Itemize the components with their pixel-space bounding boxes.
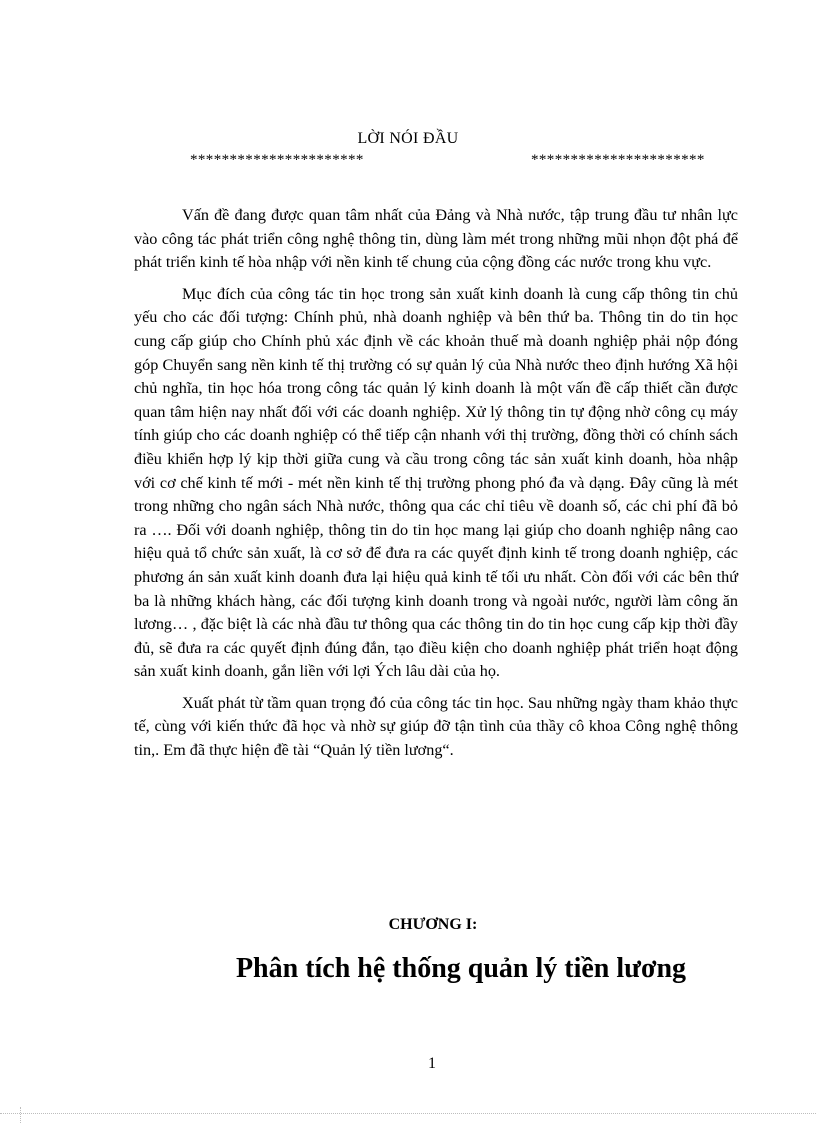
paragraph-2: Mục đích của công tác tin học trong sản xuất kinh doanh là cung cấp thông tin chủ yếu cho các đối tượng: Chính phủ, nhà doanh nghiệp và bên thứ ba. Thông tin do tin học cung cấp giúp cho Chính phủ xác định về các khoản thuế mà doanh nghiệp phải nộp đóng góp Chuyển sang nền kinh tế thị trường có sự quản lý của Nhà nước theo định hướng Xã hội chủ nghĩa, tin học hóa trong công tác quản lý kinh doanh là một vấn đề cấp thiết cần được quan tâm hiện nay nhất đối với các doanh nghiệp. Xử lý thông tin tự động nhờ công cụ máy tính giúp cho các doanh nghiệp có thể tiếp cận nhanh với thị trường, đồng thời có chính sách điều khiển hợp lý kịp thời giữa cung và cầu trong công tác sản xuất kinh doanh, hòa nhập với cơ chế kinh tế mới - mét nền kinh tế thị trường phong phó đa và dạng. Đây cũng là mét trong những cho ngân sách Nhà nước, thông qua các chỉ tiêu về doanh số, các chi phí đã bỏ ra …. Đối với doanh nghiệp, thông tin do tin học mang lại giúp cho doanh nghiệp nâng cao hiệu quả tổ chức sản xuất, là cơ sở để đưa ra các quyết định kinh tế trong doanh nghiệp, các phương án sản xuất kinh doanh đưa lại hiệu quả kinh tế tối ưu nhất. Còn đối với các bên thứ ba là những khách hàng, các đối tượng kinh doanh trong và ngoài nước, người làm công ăn lương… , đặc biệt là các nhà đầu tư thông qua các thông tin do tin học cung cấp kịp thời đầy đủ, sẽ đưa ra các quyết định đúng đắn, tạo điều kiện cho doanh nghiệp phát triển hoạt động sản xuất kinh doanh, gắn liền với lợi Ých lâu dài của họ.	[134, 284, 738, 681]
chapter-title: Phân tích hệ thống quản lý tiền lương	[235, 953, 687, 984]
page-bottom-divider	[0, 1113, 816, 1114]
page-title: LỜI NÓI ĐẦU	[357, 130, 459, 147]
decorative-stars-right: **********************	[531, 152, 705, 168]
page-number: 1	[428, 1055, 436, 1072]
paragraph-1: Vấn đề đang được quan tâm nhất của Đảng và Nhà nước, tập trung đầu tư nhân lực vào công tác phát triển công nghệ thông tin, dùng làm mét trong những mũi nhọn đột phá để phát triển kinh tế hòa nhập với nền kinh tế chung của cộng đồng các nước trong khu vực.	[134, 206, 738, 272]
decorative-stars-left: **********************	[190, 152, 364, 168]
chapter-label: CHƯƠNG I:	[388, 916, 478, 933]
page-corner-mark	[20, 1107, 21, 1123]
paragraph-3: Xuất phát từ tầm quan trọng đó của công tác tin học. Sau những ngày tham khảo thực tế, cùng với kiến thức đã học và nhờ sự giúp đỡ tận tình của thầy cô khoa Công nghệ thông tin,. Em đã thực hiện đề tài “Quản lý tiền lương“.	[134, 693, 738, 760]
body-text	[134, 204, 738, 771]
